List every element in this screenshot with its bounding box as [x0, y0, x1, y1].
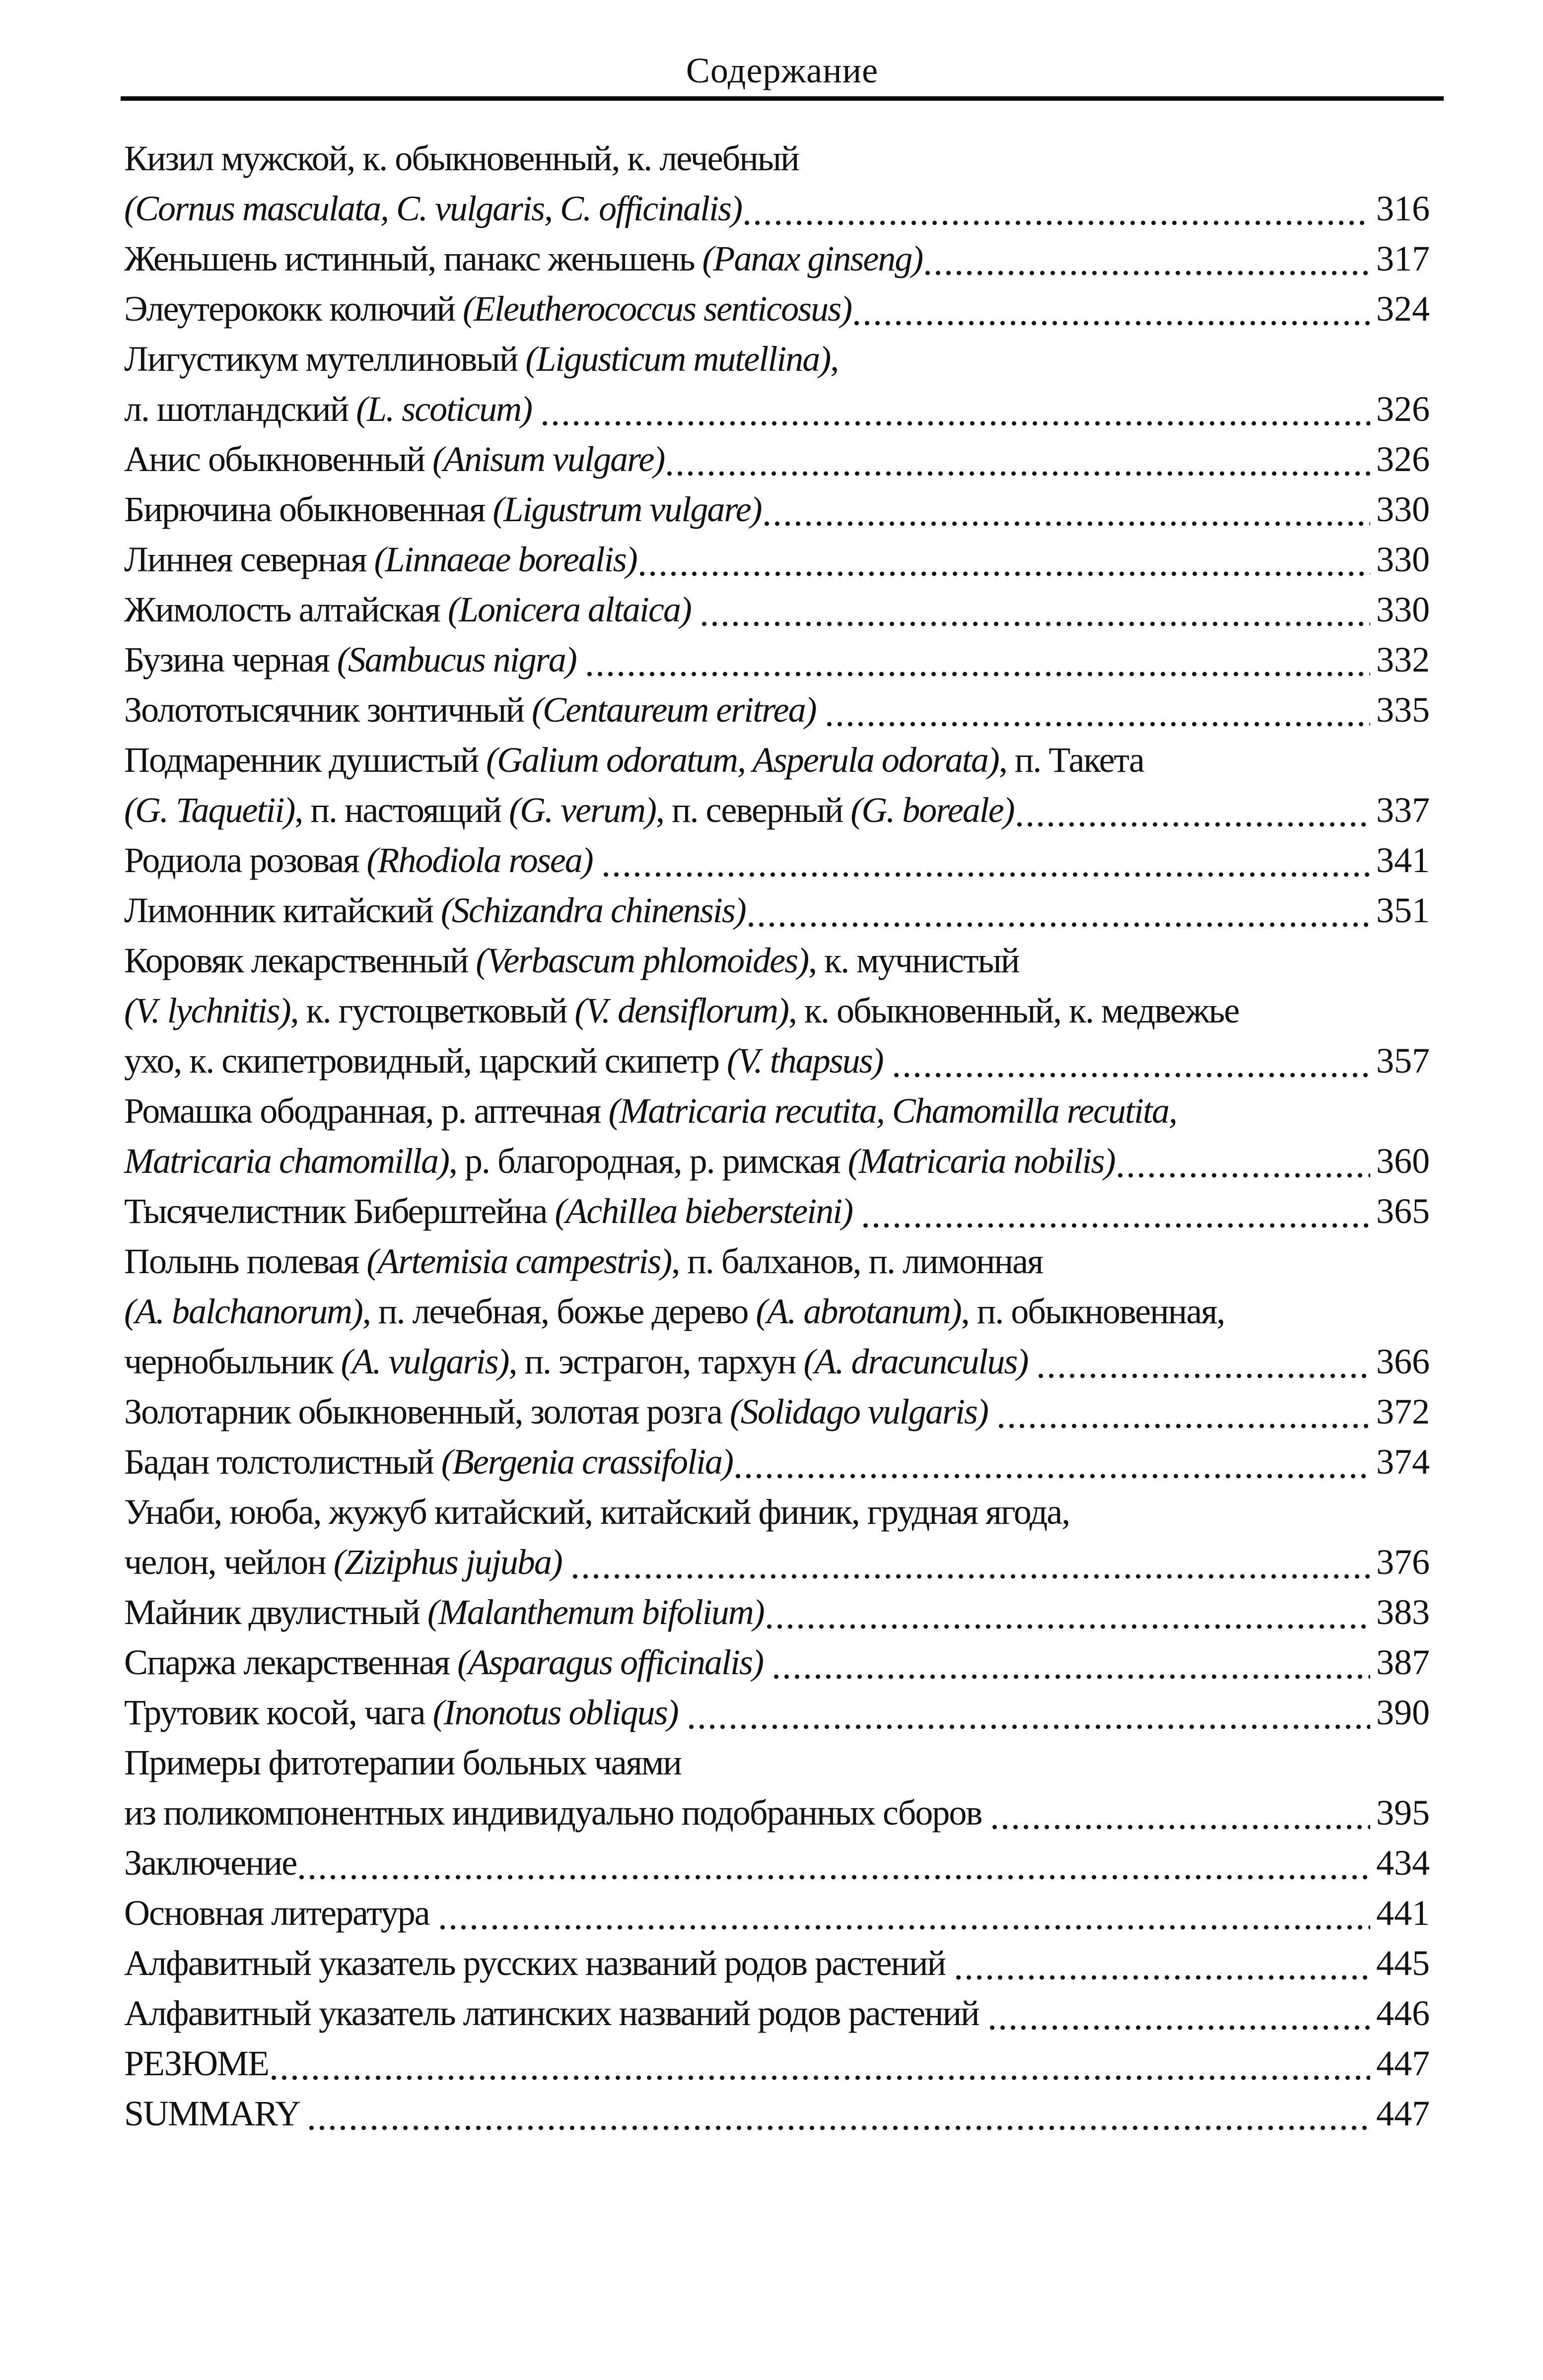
- dot-leader: [640, 571, 1370, 576]
- toc-entry-text: [124, 2089, 306, 2139]
- latin-name-italic: (Centaureum eritrea): [532, 690, 816, 730]
- latin-name-italic: (V. thapsus): [726, 1041, 883, 1081]
- toc-row: [124, 1688, 1430, 1738]
- toc-entry-text: [124, 184, 742, 234]
- toc-entry-text: [124, 1287, 1224, 1337]
- toc-entry-text: [124, 685, 824, 735]
- entry-text: Женьшень истинный, панакс женьшень: [124, 239, 702, 278]
- entry-text: [1028, 1342, 1036, 1381]
- toc-entry-text: [124, 1186, 860, 1236]
- page-number: 341: [1376, 840, 1430, 880]
- latin-name-italic: (Inonotus obliqus): [432, 1693, 678, 1732]
- dot-leader: [299, 1875, 1370, 1880]
- dot-leader: [774, 1674, 1370, 1679]
- entry-text: [593, 840, 601, 880]
- toc-entry-text: [124, 1637, 771, 1688]
- toc-row: [124, 184, 1430, 234]
- toc-row: [124, 1537, 1430, 1587]
- dot-leader: [767, 1624, 1370, 1629]
- entry-text: ,: [830, 339, 839, 379]
- entry-text: Алфавитный указатель латинских названий родов растений: [124, 1993, 987, 2033]
- toc-entry-text: [124, 785, 1014, 835]
- toc-entry-text: [124, 585, 699, 635]
- entry-text: Подмаренник душистый: [124, 740, 487, 780]
- entry-text: [988, 1392, 996, 1431]
- toc-row: [124, 1036, 1430, 1086]
- toc-row: [124, 1788, 1430, 1838]
- entry-text: Тысячелистник Биберштейна: [124, 1191, 555, 1231]
- entry-text: Коровяк лекарственный: [124, 941, 476, 980]
- entry-text: Бузина черная: [124, 640, 337, 680]
- toc-row: [124, 1988, 1430, 2039]
- dot-leader: [992, 1825, 1370, 1830]
- entry-text: Жимолость алтайская: [124, 590, 448, 629]
- entry-text: Заключение: [124, 1843, 297, 1883]
- toc-row: [124, 1337, 1430, 1387]
- page-number: 434: [1376, 1843, 1430, 1883]
- toc-row: [124, 785, 1430, 835]
- entry-text: [816, 690, 824, 730]
- toc-entry-text: [124, 384, 540, 434]
- page-header: [0, 0, 1543, 101]
- toc-row: [124, 2089, 1430, 2139]
- toc-row: [124, 1086, 1430, 1136]
- entry-text: Лигустикум мутеллиновый: [124, 339, 526, 379]
- toc-row: [124, 384, 1430, 434]
- toc-row: [124, 535, 1430, 585]
- toc-entry-text: [124, 1938, 953, 1988]
- entry-text: из поликомпонентных индивидуально подобранных сборов: [124, 1793, 990, 1833]
- toc-entry-text: [124, 1738, 681, 1788]
- page-title: Содержание: [686, 51, 879, 90]
- toc-entry-text: [124, 885, 746, 936]
- latin-name-italic: (Anisum vulgare): [432, 439, 665, 479]
- toc-entry-text: [124, 1337, 1036, 1387]
- toc-entry-text: [124, 735, 1144, 785]
- toc-entry-text: [124, 1838, 296, 1888]
- latin-name-italic: (Verbascum phlomoides): [476, 941, 809, 980]
- dot-leader: [765, 521, 1370, 526]
- latin-name-italic: (Matricaria recutita, Chamomilla recutita,: [608, 1091, 1177, 1131]
- dot-leader: [827, 722, 1370, 727]
- toc-entry-text: [124, 1136, 1115, 1186]
- entry-text: Бирючина обыкновенная: [124, 489, 493, 529]
- toc-row: [124, 885, 1430, 936]
- latin-name-italic: (Rhodiola rosea): [366, 840, 593, 880]
- latin-name-italic: (Solidago vulgaris): [729, 1392, 988, 1431]
- dot-leader: [272, 2075, 1370, 2080]
- toc-entry-text: [124, 635, 584, 685]
- latin-name-italic: (Asparagus officinalis): [457, 1642, 764, 1682]
- toc-row: [124, 134, 1430, 184]
- entry-text: [883, 1041, 891, 1081]
- toc-row: [124, 1437, 1430, 1487]
- latin-name-italic: (Bergenia crassifolia): [441, 1442, 733, 1482]
- toc-entry-text: [124, 1437, 733, 1487]
- toc-entry-text: [124, 936, 1019, 986]
- toc-entry-text: [124, 1236, 1043, 1287]
- entry-text: [691, 590, 699, 629]
- page-number: 324: [1376, 289, 1430, 329]
- dot-leader: [702, 621, 1370, 626]
- toc-entry-text: [124, 1587, 764, 1637]
- dot-leader: [999, 1424, 1370, 1428]
- toc-row: [124, 1738, 1430, 1788]
- toc-entry-text: [124, 284, 851, 334]
- toc-row: [124, 635, 1430, 685]
- page-number: 351: [1376, 890, 1430, 930]
- toc-row: [124, 1487, 1430, 1537]
- toc-row: [124, 1186, 1430, 1236]
- toc-row: [124, 1838, 1430, 1888]
- entry-text: Майник двулистный: [124, 1592, 427, 1632]
- latin-name-italic: Matricaria chamomilla): [124, 1141, 449, 1181]
- dot-leader: [956, 1975, 1370, 1980]
- latin-name-italic: (Panax ginseng): [702, 239, 923, 278]
- latin-name-italic: (Malanthemum bifolium): [427, 1592, 764, 1632]
- entry-text: , п. лечебная, божье дерево: [362, 1292, 756, 1331]
- latin-name-italic: (G. verum): [509, 790, 656, 830]
- latin-name-italic: (Eleutherococcus senticosus): [463, 289, 852, 329]
- entry-text: [562, 1542, 570, 1582]
- entry-text: Алфавитный указатель русских названий родов растений: [124, 1943, 954, 1983]
- toc-row: [124, 835, 1430, 885]
- entry-text: SUMMARY: [124, 2094, 307, 2133]
- dot-leader: [925, 271, 1370, 275]
- page-number: 441: [1376, 1893, 1430, 1933]
- entry-text: Линнея северная: [124, 540, 374, 579]
- latin-name-italic: (V. densiflorum): [574, 991, 789, 1030]
- entry-text: Золотарник обыкновенный, золотая розга: [124, 1392, 730, 1431]
- toc-row: [124, 685, 1430, 735]
- entry-text: Лимонник китайский: [124, 890, 441, 930]
- entry-text: Кизил мужской, к. обыкновенный, к. лечебный: [124, 138, 799, 178]
- page-number: 445: [1376, 1943, 1430, 1983]
- toc-entry-text: [124, 434, 664, 484]
- toc-entry-text: [124, 1888, 437, 1938]
- page-number: 395: [1376, 1793, 1430, 1833]
- entry-text: Родиола розовая: [124, 840, 367, 880]
- latin-name-italic: (Lonicera altaica): [447, 590, 691, 629]
- toc-row: [124, 1938, 1430, 1988]
- toc-row: [124, 1287, 1430, 1337]
- toc-row: [124, 484, 1430, 535]
- entry-text: Примеры фитотерапии больных чаями: [124, 1743, 681, 1782]
- entry-text: Полынь полевая: [124, 1241, 367, 1281]
- dot-leader: [1039, 1373, 1370, 1378]
- latin-name-italic: (A. vulgaris): [341, 1342, 509, 1381]
- page-number: 330: [1376, 489, 1430, 529]
- entry-text: [576, 640, 584, 680]
- dot-leader: [587, 672, 1370, 677]
- page-number: 446: [1376, 1993, 1430, 2033]
- page-number: 447: [1376, 2043, 1430, 2083]
- dot-leader: [440, 1925, 1370, 1930]
- entry-text: , п. Такета: [998, 740, 1144, 780]
- page-number: 326: [1376, 389, 1430, 429]
- header-rule: [121, 96, 1444, 101]
- dot-leader: [573, 1574, 1370, 1579]
- toc-entry-text: [124, 835, 601, 885]
- entry-text: Бадан толстолистный: [124, 1442, 441, 1482]
- toc-row: [124, 334, 1430, 384]
- dot-leader: [667, 471, 1370, 476]
- dot-leader: [749, 922, 1370, 927]
- page-number: 376: [1376, 1542, 1430, 1582]
- page-number: 447: [1376, 2094, 1430, 2133]
- latin-name-italic: (Sambucus nigra): [337, 640, 576, 680]
- toc-entry-text: [124, 1988, 987, 2039]
- latin-name-italic: (Matricaria nobilis): [847, 1141, 1115, 1181]
- toc-row: [124, 1587, 1430, 1637]
- toc-entry-text: [124, 1086, 1177, 1136]
- toc-entry-text: [124, 334, 838, 384]
- entry-text: Ромашка ободранная, р. аптечная: [124, 1091, 609, 1131]
- page-number: 330: [1376, 590, 1430, 629]
- toc-row: [124, 1387, 1430, 1437]
- toc-row: [124, 1136, 1430, 1186]
- toc-list: [124, 134, 1430, 2139]
- toc-row: [124, 1236, 1430, 1287]
- entry-text: [763, 1642, 771, 1682]
- page-number: 387: [1376, 1642, 1430, 1682]
- entry-text: Элеутерококк колючий: [124, 289, 463, 329]
- page-number: 360: [1376, 1141, 1430, 1181]
- entry-text: Унаби, ююба, жужуб китайский, китайский финик, грудная ягода,: [124, 1492, 1070, 1532]
- entry-text: Спаржа лекарственная: [124, 1642, 458, 1682]
- toc-entry-text: [124, 1036, 891, 1086]
- dot-leader: [543, 421, 1370, 426]
- page-number: 330: [1376, 540, 1430, 579]
- latin-name-italic: (Achillea biebersteini): [555, 1191, 853, 1231]
- entry-text: , к. обыкновенный, к. медвежье: [788, 991, 1239, 1030]
- toc-row: [124, 735, 1430, 785]
- dot-leader: [894, 1073, 1370, 1078]
- entry-text: челон, чейлон: [124, 1542, 334, 1582]
- toc-entry-text: [124, 234, 922, 284]
- dot-leader: [854, 321, 1370, 326]
- toc-entry-text: [124, 2039, 269, 2089]
- page-number: 357: [1376, 1041, 1430, 1081]
- dot-leader: [745, 220, 1370, 225]
- dot-leader: [736, 1474, 1370, 1479]
- page-number: 317: [1376, 239, 1430, 278]
- latin-name-italic: (Cornus masculata, C. vulgaris, C. officinalis): [124, 189, 742, 228]
- latin-name-italic: (L. scoticum): [356, 389, 532, 429]
- entry-text: Трутовик косой, чага: [124, 1693, 433, 1732]
- page-number: 335: [1376, 690, 1430, 730]
- page-number: 326: [1376, 439, 1430, 479]
- toc-row: [124, 2039, 1430, 2089]
- dot-leader: [689, 1724, 1370, 1729]
- toc-entry-text: [124, 134, 799, 184]
- toc-entry-text: [124, 484, 762, 535]
- dot-leader: [1017, 822, 1370, 827]
- entry-text: Основная литература: [124, 1893, 437, 1933]
- page-number: 316: [1376, 189, 1430, 228]
- entry-text: чернобыльник: [124, 1342, 341, 1381]
- toc-entry-text: [124, 1537, 570, 1587]
- dot-leader: [990, 2025, 1370, 2030]
- entry-text: Анис обыкновенный: [124, 439, 433, 479]
- toc-row: [124, 936, 1430, 986]
- entry-text: [532, 389, 540, 429]
- toc-row: [124, 1888, 1430, 1938]
- entry-text: , п. балханов, п. лимонная: [671, 1241, 1043, 1281]
- toc-entry-text: [124, 535, 637, 585]
- latin-name-italic: (Schizandra chinensis): [440, 890, 746, 930]
- latin-name-italic: (Artemisia campestris): [366, 1241, 672, 1281]
- latin-name-italic: (A. balchanorum): [124, 1292, 362, 1331]
- dot-leader: [309, 2125, 1370, 2130]
- toc-entry-text: [124, 986, 1239, 1036]
- page-number: 390: [1376, 1693, 1430, 1732]
- latin-name-italic: (A. dracunculus): [803, 1342, 1028, 1381]
- entry-text: , п. настоящий: [294, 790, 509, 830]
- toc-row: [124, 434, 1430, 484]
- toc-row: [124, 585, 1430, 635]
- toc-entry-text: [124, 1487, 1069, 1537]
- toc-entry-text: [124, 1688, 686, 1738]
- toc-row: [124, 1637, 1430, 1688]
- latin-name-italic: (Galium odoratum, Asperula odorata): [486, 740, 999, 780]
- dot-leader: [1118, 1173, 1370, 1178]
- entry-text: [678, 1693, 686, 1732]
- entry-text: , к. густоцветковый: [290, 991, 575, 1030]
- page-number: 337: [1376, 790, 1430, 830]
- toc-row: [124, 284, 1430, 334]
- latin-name-italic: (G. Taquetii): [124, 790, 295, 830]
- entry-text: , п. эстрагон, тархун: [508, 1342, 804, 1381]
- page-number: 374: [1376, 1442, 1430, 1482]
- page-number: 366: [1376, 1342, 1430, 1381]
- toc-entry-text: [124, 1387, 996, 1437]
- page-number: 332: [1376, 640, 1430, 680]
- dot-leader: [604, 872, 1370, 877]
- dot-leader: [863, 1223, 1370, 1228]
- entry-text: РЕЗЮМЕ: [124, 2043, 269, 2083]
- entry-text: , р. благородная, р. римская: [448, 1141, 848, 1181]
- page-number: 365: [1376, 1191, 1430, 1231]
- latin-name-italic: (Ziziphus jujuba): [333, 1542, 562, 1582]
- page-number: 383: [1376, 1592, 1430, 1632]
- entry-text: ухо, к. скипетровидный, царский скипетр: [124, 1041, 727, 1081]
- latin-name-italic: (V. lychnitis): [124, 991, 290, 1030]
- latin-name-italic: (Ligusticum mutellina): [525, 339, 831, 379]
- entry-text: [852, 1191, 860, 1231]
- toc-entry-text: [124, 1788, 989, 1838]
- latin-name-italic: (G. boreale): [850, 790, 1014, 830]
- latin-name-italic: (A. abrotanum): [756, 1292, 961, 1331]
- latin-name-italic: (Linnaeae borealis): [374, 540, 637, 579]
- toc-row: [124, 986, 1430, 1036]
- latin-name-italic: (Ligustrum vulgare): [492, 489, 762, 529]
- entry-text: , п. северный: [656, 790, 851, 830]
- entry-text: , к. мучнистый: [808, 941, 1019, 980]
- toc-row: [124, 234, 1430, 284]
- page-number: 372: [1376, 1392, 1430, 1431]
- entry-text: Золототысячник зонтичный: [124, 690, 532, 730]
- entry-text: , п. обыкновенная,: [961, 1292, 1225, 1331]
- entry-text: л. шотландский: [124, 389, 356, 429]
